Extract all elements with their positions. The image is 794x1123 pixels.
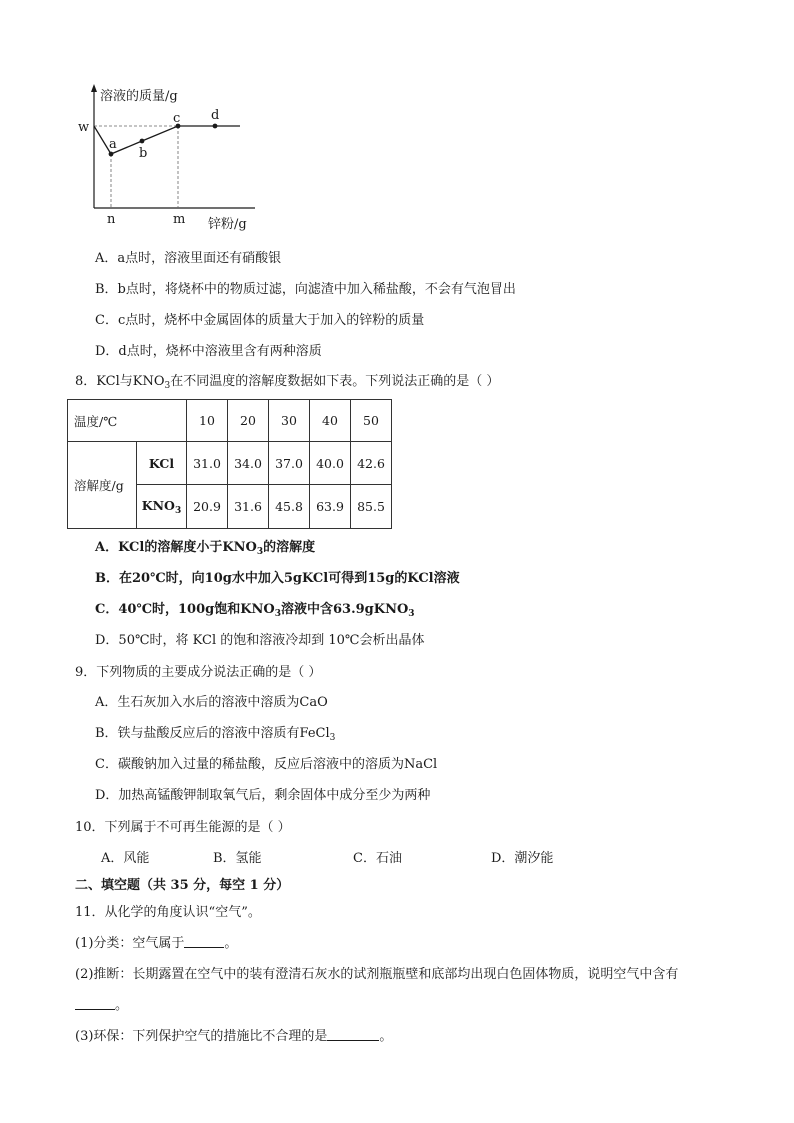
solubility-table	[67, 399, 392, 529]
q9-stem: 9．下列物质的主要成分说法正确的是（ ）	[75, 665, 322, 680]
temp-cell: 20	[228, 400, 269, 442]
x-axis-label: 锌粉/g	[208, 217, 247, 232]
q10-stem: 10．下列属于不可再生能源的是（ ）	[75, 820, 291, 835]
temp-header: 温度/℃	[68, 400, 187, 442]
q9-option-a: A．生石灰加入水后的溶液中溶质为CaO	[95, 695, 328, 710]
q9-option-d: D．加热高锰酸钾制取氧气后，剩余固体中成分至少为两种	[95, 788, 431, 803]
q9-option-c: C．碳酸钠加入过量的稀盐酸，反应后溶液中的溶质为NaCl	[95, 757, 438, 772]
kno3-cell: 63.9	[310, 485, 351, 529]
y-axis-arrow	[91, 84, 97, 92]
kcl-cell: 34.0	[228, 442, 269, 485]
w-label: w	[78, 120, 90, 135]
q10-choice-c: C．石油	[353, 851, 402, 866]
temp-cell: 30	[269, 400, 310, 442]
q10-choice-b: B．氢能	[213, 851, 262, 866]
q10-choice-a: A．风能	[101, 851, 150, 866]
q8-option-a: A．KCl的溶解度小于$KNO_3$的溶解度	[95, 540, 316, 557]
q7-option-c: C．c点时，烧杯中金属固体的质量大于加入的锌粉的质量	[95, 313, 425, 328]
temp-cell: 10	[187, 400, 228, 442]
solution-mass-graph	[70, 82, 270, 234]
answer-blank[interactable]	[75, 997, 115, 1010]
kno3-label: $KNO_3$	[137, 485, 187, 529]
label-d: d	[211, 108, 220, 123]
q8-option-c: C．40℃时，100g饱和$KNO_3$溶液中含63.9gKNO$_3$	[95, 602, 415, 619]
kcl-cell: 42.6	[351, 442, 392, 485]
q7-option-d: D．d点时，烧杯中溶液里含有两种溶质	[95, 344, 322, 359]
label-c: c	[173, 111, 181, 126]
point-d	[213, 124, 218, 129]
q8-option-b: B．在20℃时，向10g水中加入5gKCl可得到15g的KCl溶液	[95, 571, 460, 586]
y-axis-label: 溶液的质量/g	[100, 89, 178, 104]
kno3-cell: 85.5	[351, 485, 392, 529]
kno3-cell: 20.9	[187, 485, 228, 529]
q11-part2-cont: 。	[75, 997, 128, 1015]
kcl-cell: 37.0	[269, 442, 310, 485]
kno3-cell: 45.8	[269, 485, 310, 529]
kno3-cell: 31.6	[228, 485, 269, 529]
point-b	[140, 139, 145, 144]
label-a: a	[109, 137, 117, 152]
q8-option-d: D．50℃时，将 KCl 的饱和溶液冷却到 10℃会析出晶体	[95, 633, 425, 648]
q7-option-a: A．a点时，溶液里面还有硝酸银	[95, 251, 282, 266]
q11-stem: 11．从化学的角度认识“空气”。	[75, 905, 261, 920]
kcl-label: KCl	[137, 442, 187, 485]
point-a	[109, 152, 114, 157]
solubility-header: 溶解度/g	[68, 442, 137, 529]
label-m: m	[173, 212, 186, 227]
q11-part2: (2)推断：长期露置在空气中的装有澄清石灰水的试剂瓶瓶壁和底部均出现白色固体物质，说明空气中含有	[75, 967, 679, 982]
q9-option-b: B．铁与盐酸反应后的溶液中溶质有FeCl$_3$	[95, 726, 336, 743]
kcl-cell: 40.0	[310, 442, 351, 485]
q8-stem: 8．KCl与$KNO_3$在不同温度的溶解度数据如下表。下列说法正确的是（ ）	[75, 374, 500, 391]
q11-part3: (3)环保：下列保护空气的措施比不合理的是 。	[75, 1029, 393, 1044]
temp-cell: 50	[351, 400, 392, 442]
label-n: n	[107, 212, 116, 227]
q10-choice-d: D．潮汐能	[491, 851, 554, 866]
section-heading: 二、填空题（共 35 分，每空 1 分）	[75, 878, 290, 893]
answer-blank[interactable]	[184, 935, 224, 948]
label-b: b	[139, 146, 148, 161]
q11-part1: (1)分类：空气属于 。	[75, 936, 238, 951]
q7-option-b: B．b点时，将烧杯中的物质过滤，向滤渣中加入稀盐酸，不会有气泡冒出	[95, 282, 516, 297]
temp-cell: 40	[310, 400, 351, 442]
answer-blank[interactable]	[327, 1028, 379, 1041]
kcl-cell: 31.0	[187, 442, 228, 485]
